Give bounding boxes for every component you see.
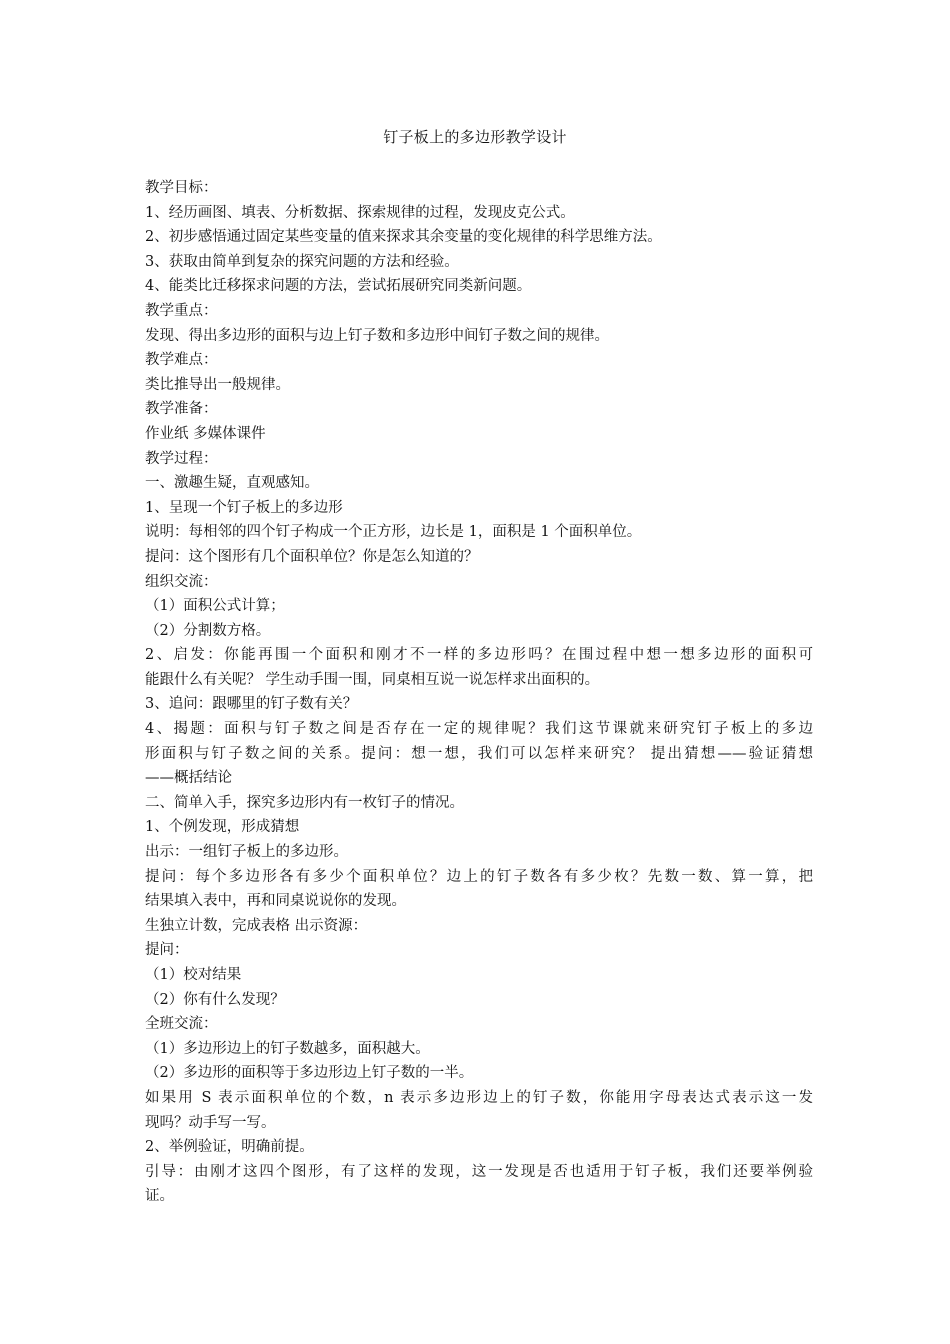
paragraph-line: （2）分割数方格。 <box>145 622 271 639</box>
process-part-2-heading: 二、简单入手，探究多边形内有一枚钉子的情况。 <box>145 794 464 811</box>
paragraph-line: 生独立计数，完成表格 出示资源： <box>145 917 368 934</box>
paragraph-line: 现吗？动手写一写。 <box>145 1114 276 1131</box>
paragraph-line: （2）多边形的面积等于多边形边上钉子数的一半。 <box>145 1065 474 1082</box>
paragraph-line: 组织交流： <box>145 573 218 590</box>
objective-1: 1、经历画图、填表、分析数据、探索规律的过程，发现皮克公式。 <box>145 204 575 221</box>
paragraph-line: 引导：由刚才这四个图形，有了这样的发现，这一发现是否也适用于钉子板，我们还要举例验 <box>145 1163 813 1180</box>
paragraph-line: 提问：这个图形有几个面积单位？你是怎么知道的？ <box>145 548 479 565</box>
preparation-text: 作业纸 多媒体课件 <box>145 425 266 442</box>
paragraph-line: （1）面积公式计算； <box>145 598 285 615</box>
paragraph-line: （2）你有什么发现？ <box>145 991 285 1008</box>
section-heading-process: 教学过程： <box>145 450 218 467</box>
paragraph-line: 证。 <box>145 1188 174 1205</box>
objective-4: 4、能类比迁移探求问题的方法，尝试拓展研究同类新问题。 <box>145 278 532 295</box>
paragraph-line: 3、追问：跟哪里的钉子数有关？ <box>145 696 358 713</box>
difficulty-text: 类比推导出一般规律。 <box>145 376 290 393</box>
section-heading-difficulty: 教学难点： <box>145 352 218 369</box>
paragraph-line: 提问： <box>145 942 189 959</box>
paragraph-line: 能跟什么有关呢？ 学生动手围一围，同桌相互说一说怎样求出面积的。 <box>145 671 600 688</box>
section-heading-key-point: 教学重点： <box>145 302 218 319</box>
paragraph-line: 出示：一组钉子板上的多边形。 <box>145 844 348 861</box>
paragraph-line: （1）多边形边上的钉子数越多，面积越大。 <box>145 1040 430 1057</box>
paragraph-line: 全班交流： <box>145 1016 218 1033</box>
document-body <box>145 176 813 1209</box>
key-point-text: 发现、得出多边形的面积与边上钉子数和多边形中间钉子数之间的规律。 <box>145 327 609 344</box>
paragraph-line: 形面积与钉子数之间的关系。提问：想一想，我们可以怎样来研究？ 提出猜想——验证猜想 <box>145 745 813 762</box>
objective-3: 3、获取由简单到复杂的探究问题的方法和经验。 <box>145 253 459 270</box>
section-heading-preparation: 教学准备： <box>145 401 218 418</box>
paragraph-line: 2、举例验证，明确前提。 <box>145 1139 314 1156</box>
paragraph-line: 如果用 S 表示面积单位的个数，n 表示多边形边上的钉子数，你能用字母表达式表示这一发 <box>145 1089 813 1106</box>
paragraph-line: ——概括结论 <box>145 770 232 787</box>
section-heading-objectives: 教学目标： <box>145 180 218 196</box>
paragraph-line: 1、个例发现，形成猜想 <box>145 819 300 836</box>
paragraph-line: （1）校对结果 <box>145 967 242 983</box>
paragraph-line: 4、揭题：面积与钉子数之间是否存在一定的规律呢？我们这节课就来研究钉子板上的多边 <box>145 721 813 738</box>
paragraph-line: 1、呈现一个钉子板上的多边形 <box>145 499 343 516</box>
objective-2: 2、初步感悟通过固定某些变量的值来探求其余变量的变化规律的科学思维方法。 <box>145 229 662 246</box>
paragraph-line: 2、启发：你能再围一个面积和刚才不一样的多边形吗？在围过程中想一想多边形的面积可 <box>145 647 813 664</box>
paragraph-line: 提问：每个多边形各有多少个面积单位？边上的钉子数各有多少枚？先数一数、算一算，把 <box>145 868 813 885</box>
document-title: 钉子板上的多边形教学设计 <box>383 128 567 146</box>
paragraph-line: 说明：每相邻的四个钉子构成一个正方形，边长是 1，面积是 1 个面积单位。 <box>145 524 642 541</box>
paragraph-line: 结果填入表中，再和同桌说说你的发现。 <box>145 893 406 910</box>
process-part-1-heading: 一、激趣生疑，直观感知。 <box>145 475 319 492</box>
